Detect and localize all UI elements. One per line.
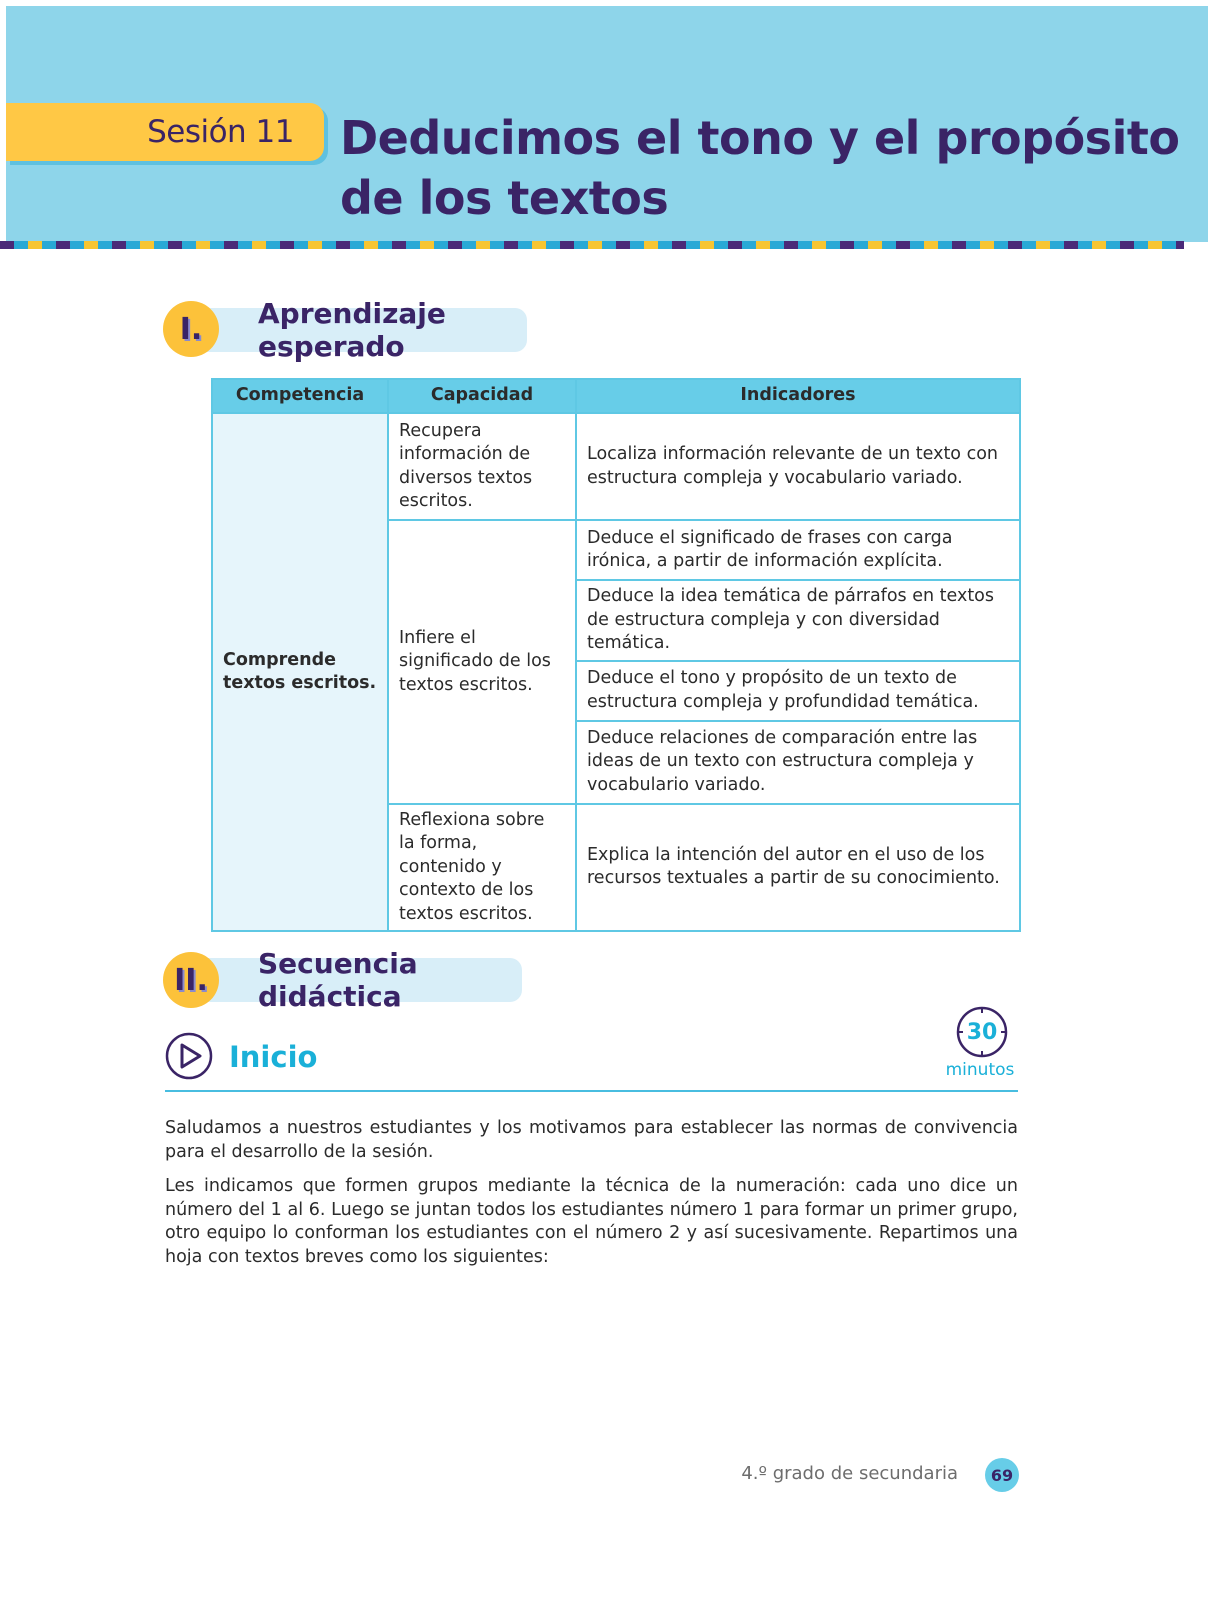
timer-value: 30 [966,1019,998,1045]
title-line-1: Deducimos el tono y el propósito [340,111,1180,165]
session-label: Sesión 11 [6,103,324,161]
paragraph-2: Les indicamos que formen grupos mediante la técnica de la numeración: cada uno dice un número del 1 al 6. Luego se juntan todos los estudiantes número 1 para formar un primer grupo, otro equipo lo conforman los estudiantes con el número 2 y así sucesivamente. Repartimos una hoja con textos breves como los siguientes: [165,1176,1018,1267]
inicio-title: Inicio [229,1040,318,1074]
indicador-cell: Deduce el tono y propósito de un texto de estructura compleja y profundidad temática. [576,661,1020,721]
header-indicadores: Indicadores [576,379,1020,413]
page-number: 69 [985,1458,1019,1492]
page-title [340,108,1180,228]
section-2-numeral: II. [163,952,219,1008]
learning-table [211,378,1021,932]
header-stripe [0,241,1184,249]
footer-grade: 4.º grado de secundaria [741,1463,958,1484]
inicio-divider [165,1090,1018,1092]
indicador-cell: Deduce relaciones de comparación entre las ideas de un texto con estructura compleja y vocabulario variado. [576,721,1020,804]
section-1-title: Aprendizaje esperado [258,297,446,363]
header-capacidad: Capacidad [388,379,576,413]
section-1-numeral: I. [163,301,219,357]
indicador-cell: Localiza información relevante de un texto con estructura compleja y vocabulario variado. [576,413,1020,520]
capacidad-cell: Infiere el significado de los textos escritos. [388,520,576,804]
indicador-cell: Deduce el significado de frases con carga irónica, a partir de información explícita. [576,520,1020,580]
section-2-title: Secuencia didáctica [258,947,418,1013]
play-icon [165,1032,213,1080]
section-1-label [188,297,527,363]
section-2-label [188,947,522,1013]
header-competencia: Competencia [212,379,388,413]
table-header-row [212,379,1020,413]
title-line-2: de los textos [340,171,669,225]
competencia-cell: Comprende textos escritos. [212,413,388,931]
table-row [212,413,1020,520]
paragraph-1: Saludamos a nuestros estudiantes y los motivamos para establecer las normas de convivencia para el desarrollo de la sesión. [165,1118,1018,1162]
capacidad-cell: Reflexiona sobre la forma, contenido y contexto de los textos escritos. [388,804,576,932]
timer-unit: minutos [945,1060,1015,1080]
capacidad-cell: Recupera información de diversos textos escritos. [388,413,576,520]
indicador-cell: Deduce la idea temática de párrafos en textos de estructura compleja y con diversidad temática. [576,580,1020,661]
indicador-cell: Explica la intención del autor en el uso de los recursos textuales a partir de su conocimiento. [576,804,1020,932]
